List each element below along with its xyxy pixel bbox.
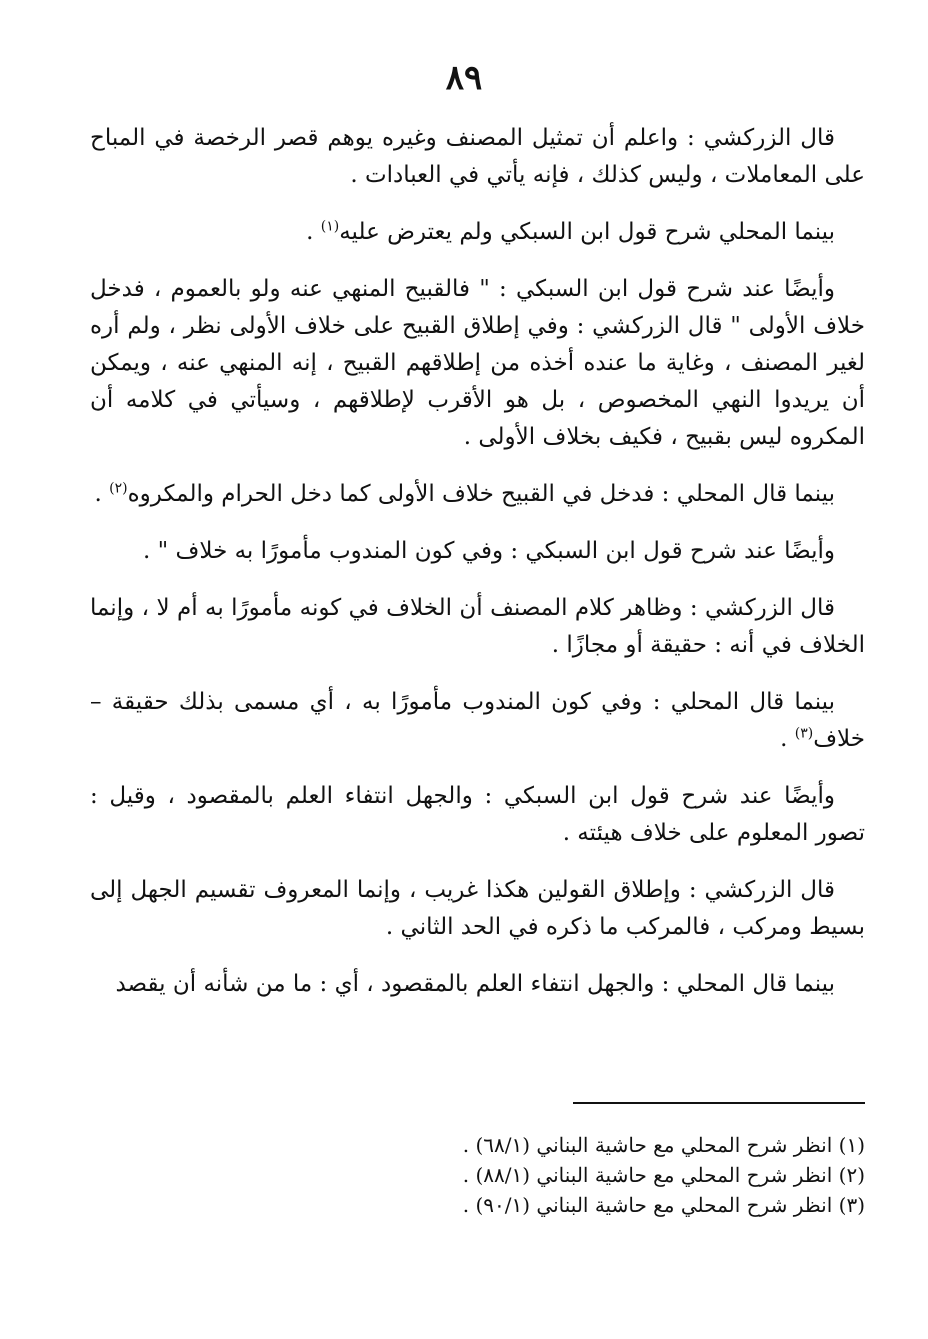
paragraph-text: بينما المحلي شرح قول ابن السبكي ولم يعترض عليه [339,219,835,245]
paragraph-text: قال الزركشي : واعلم أن تمثيل المصنف وغيره يوهم قصر الرخصة في المباح على المعاملات ، وليس كذلك ، فإنه يأتي في العبادات . [90,125,865,188]
paragraph-text: قال الزركشي : وإطلاق القولين هكذا غريب ، وإنما المعروف تقسيم الجهل إلى بسيط ومركب ، فالمركب ما ذكره في الحد الثاني . [90,877,865,940]
paragraph [90,684,865,758]
paragraph-tail: . [306,219,321,245]
footnote: (٣) انظر شرح المحلي مع حاشية البناني (٩٠/١) . [462,1193,865,1217]
paragraph-text: قال الزركشي : وظاهر كلام المصنف أن الخلاف في كونه مأمورًا به أم لا ، وإنما الخلاف في أنه : حقيقة أو مجازًا . [90,595,865,658]
paragraph-text: بينما قال المحلي : والجهل انتفاء العلم بالمقصود ، أي : ما من شأنه أن يقصد [115,971,835,997]
paragraph [90,872,865,946]
footnote-divider [573,1102,865,1104]
paragraph [90,476,865,513]
footnote-reference: (١) [320,218,340,235]
paragraph [90,966,865,1003]
paragraph-text: وأيضًا عند شرح قول ابن السبكي : والجهل انتفاء العلم بالمقصود ، وقيل : تصور المعلوم على خلاف هيئته . [90,783,865,846]
footnotes [365,1130,865,1220]
paragraph [90,214,865,251]
page-number: ٨٩ [445,58,483,98]
paragraph-tail: . [94,481,110,507]
paragraph-tail: . [780,726,795,752]
paragraph-text: بينما قال المحلي : فدخل في القبيح خلاف الأولى كما دخل الحرام والمكروه [127,481,835,507]
paragraph [90,533,865,570]
footnote-reference: (٢) [109,480,128,497]
body-text [90,120,865,1023]
paragraph [90,590,865,664]
paragraph-text: بينما قال المحلي : وفي كون المندوب مأمورًا به ، أي مسمى بذلك حقيقة – خلاف [90,689,865,752]
paragraph [90,778,865,852]
footnote: (٢) انظر شرح المحلي مع حاشية البناني (٨٨/١) . [462,1163,865,1187]
footnote: (١) انظر شرح المحلي مع حاشية البناني (٦٨/١) . [462,1133,865,1157]
paragraph-text: وأيضًا عند شرح قول ابن السبكي : وفي كون المندوب مأمورًا به خلاف " . [142,538,835,564]
paragraph-text: وأيضًا عند شرح قول ابن السبكي : " فالقبيح المنهي عنه ولو بالعموم ، فدخل خلاف الأولى " قال الزركشي : وفي إطلاق القبيح على خلاف الأولى نظر ، ولم أره لغير المصنف ، وغاية ما عنده أخذه من إطلاقهم القبيح ، إنه المنهي عنه ، ويمكن أن يريدوا النهي المخصوص ، بل هو الأقرب لإطلاقهم ، وسيأتي في كلامه أن المكروه ليس بقبيح ، فكيف بخلاف الأولى . [90,276,865,450]
paragraph [90,120,865,194]
paragraph [90,271,865,456]
footnote-reference: (٣) [794,725,814,742]
